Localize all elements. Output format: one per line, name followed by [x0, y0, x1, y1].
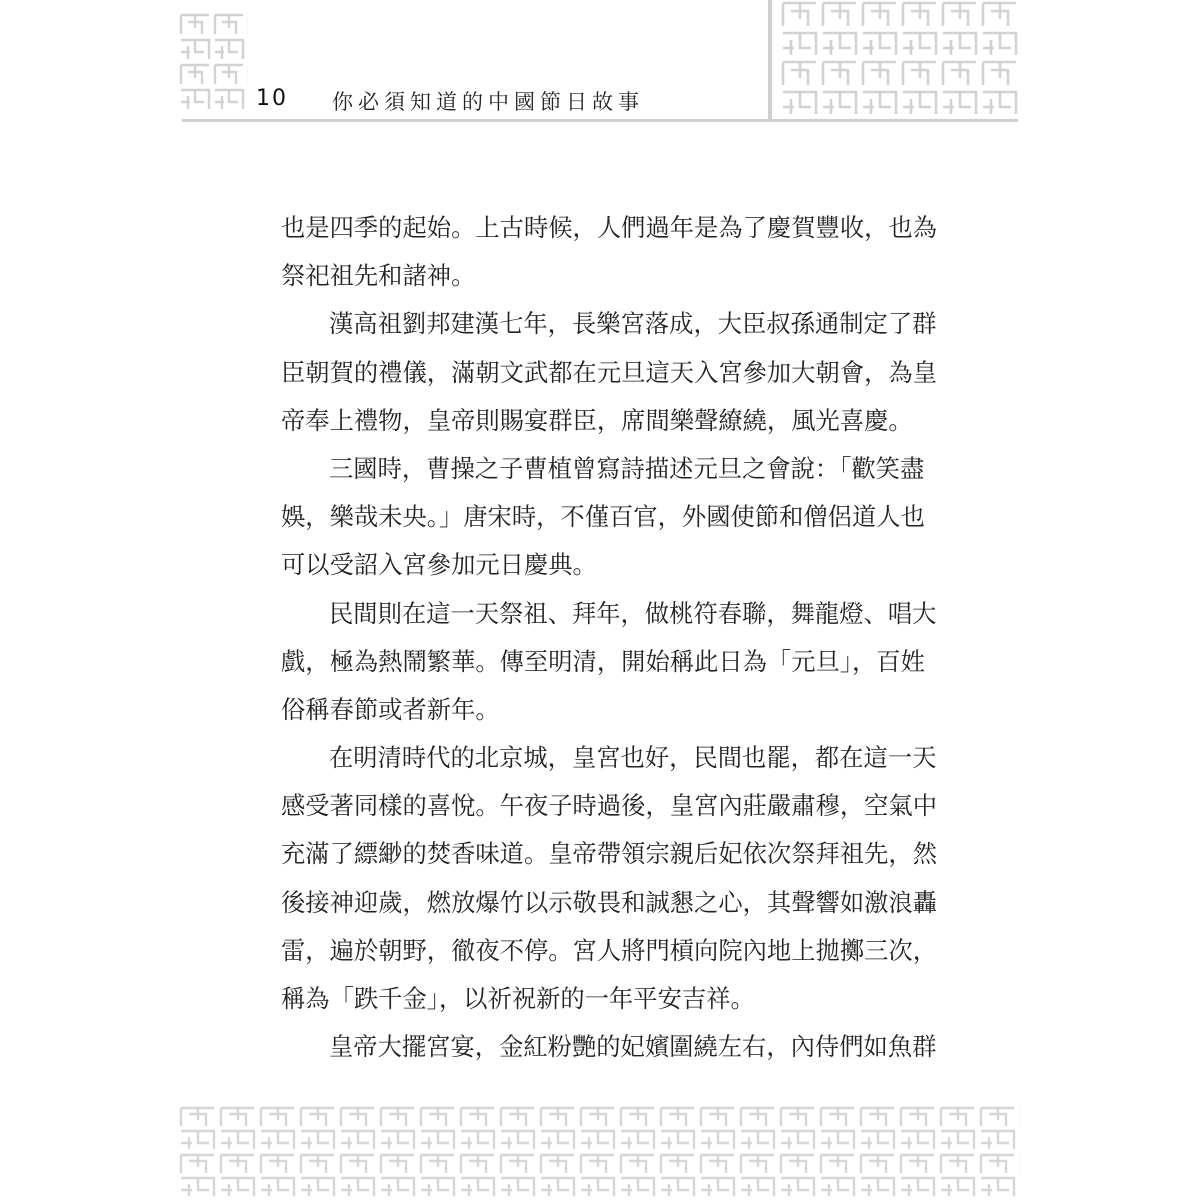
- text-line: 後接神迎歲，燃放爆竹以示敬畏和誠懇之心，其聲響如激浪轟: [281, 887, 938, 917]
- text-line: 可以受詔入宮參加元日慶典。: [281, 550, 597, 580]
- text-line: 漢高祖劉邦建漢七年，長樂宮落成，大臣叔孫通制定了群: [329, 309, 937, 339]
- body-text: [281, 204, 938, 1071]
- text-line: 充滿了縹緲的焚香味道。皇帝帶領宗親后妃依次祭拜祖先，然: [281, 839, 938, 869]
- text-line: 祭祀祖先和諸神。: [281, 261, 476, 291]
- text-line: 也是四季的起始。上古時候，人們過年是為了慶賀豐收，也為: [281, 213, 938, 242]
- header-divider-vertical: [768, 0, 772, 120]
- text-line: 稱為「跌千金」，以祈祝新的一年平安吉祥。: [281, 984, 755, 1013]
- text-line: 民間則在這一天祭祖、拜年，做桃符春聯，舞龍燈、唱大: [329, 598, 937, 628]
- seal-ornament-top-left: [178, 12, 248, 112]
- page-number: 10: [256, 86, 288, 111]
- text-line: 戲，極為熱鬧繁華。傳至明清，開始稱此日為「元旦」，百姓: [281, 646, 925, 676]
- seal-ornament-top-right: [780, 0, 1020, 118]
- seal-ornament-bottom: [178, 1105, 1020, 1200]
- text-line: 感受著同樣的喜悅。午夜子時過後，皇宮內莊嚴肅穆，空氣中: [281, 791, 938, 821]
- text-line: 帝奉上禮物，皇帝則賜宴群臣，席間樂聲繚繞，風光喜慶。: [281, 405, 913, 435]
- header-rule: [182, 119, 1018, 122]
- text-line: 娛，樂哉未央。」唐宋時，不僅百官，外國使節和僧侶道人也: [281, 502, 925, 532]
- text-line: 雷，遍於朝野，徹夜不停。宮人將門槓向院內地上拋擲三次，: [281, 935, 938, 965]
- running-title: 你必須知道的中國節日故事: [332, 90, 644, 114]
- text-line: 在明清時代的北京城，皇宮也好，民間也罷，都在這一天: [329, 743, 937, 773]
- text-line: 三國時，曹操之子曹植曾寫詩描述元旦之會說：「歡笑盡: [329, 453, 925, 483]
- text-line: 臣朝賀的禮儀，滿朝文武都在元旦這天入宮參加大朝會，為皇: [281, 357, 938, 387]
- text-line: 俗稱春節或者新年。: [281, 694, 500, 724]
- text-line: 皇帝大擺宮宴，金紅粉艷的妃嬪圍繞左右，內侍們如魚群: [329, 1032, 937, 1062]
